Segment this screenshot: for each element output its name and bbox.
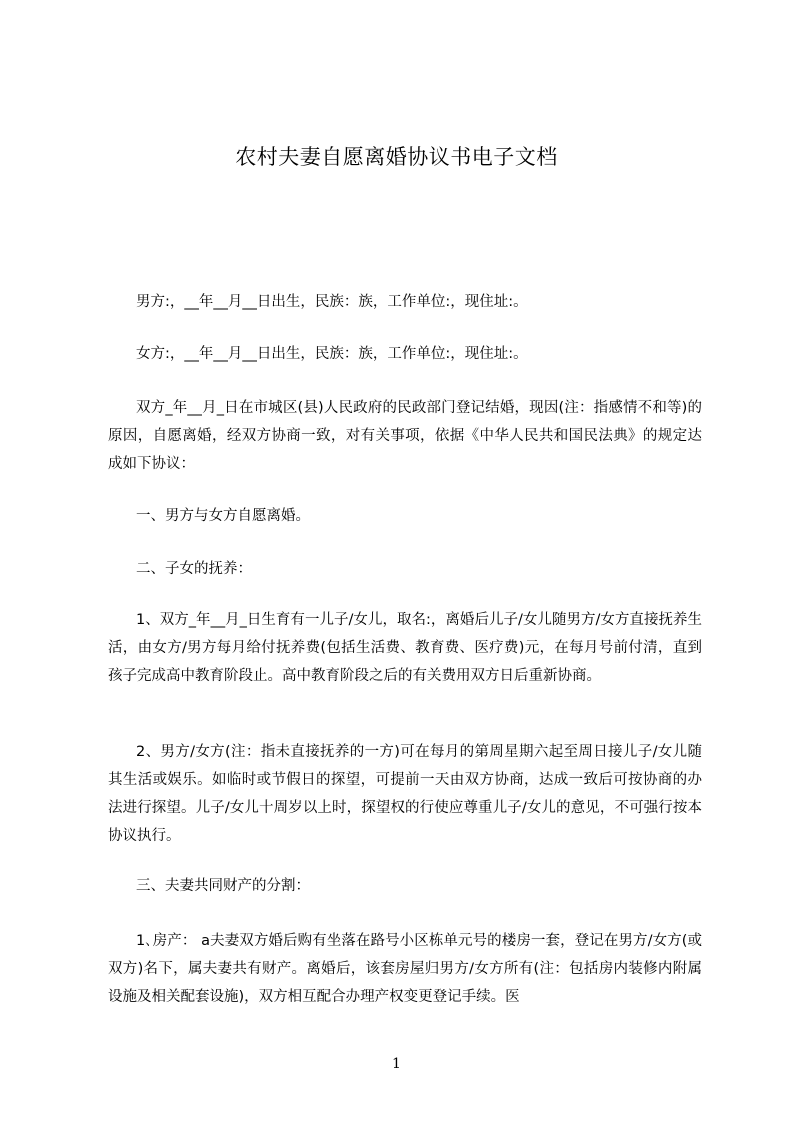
section-heading-property: 三、夫妻共同财产的分割：	[136, 878, 310, 894]
paragraph-property-house: 1､房产： a夫妻双方婚后购有坐落在路号小区栋单元号的楼房一套，登记在男方/女方(或双方)名下，属夫妻共有财产。离婚后，该套房屋归男方/女方所有(注：包括房内装修内附属设施及相关配套设施)，双方相互配合办理产权变更登记手续。医	[108, 933, 702, 1005]
page-number: 1	[392, 1056, 401, 1072]
document-title: 农村夫妻自愿离婚协议书电子文档	[235, 145, 558, 169]
paragraph-husband-info: 男方:，__年__月__日出生，民族：族，工作单位:，现住址:。	[136, 294, 528, 310]
paragraph-child-custody-2: 2、男方/女方(注：指未直接抚养的一方)可在每月的第周星期六起至周日接儿子/女儿随其生活或娱乐。如临时或节假日的探望，可提前一天由双方协商，达成一致后可按协商的办法进行探望。儿子/女儿十周岁以上时，探望权的行使应尊重儿子/女儿的意见，不可强行按本协议执行。	[108, 744, 702, 844]
paragraph-wife-info: 女方:，__年__月__日出生，民族：族，工作单位:，现住址:。	[136, 346, 528, 362]
paragraph-child-custody-1: 1、双方_年__月_日生育有一儿子/女儿，取名:，离婚后儿子/女儿随男方/女方直接抚养生活，由女方/男方每月给付抚养费(包括生活费、教育费、医疗费)元，在每月号前付清，直到孩子完成高中教育阶段止。高中教育阶段之后的有关费用双方日后重新协商。	[108, 612, 702, 684]
paragraph-preamble: 双方_年__月_日在市城区(县)人民政府的民政部门登记结婚，现因(注：指感情不和等)的原因，自愿离婚，经双方协商一致，对有关事项，依据《中华人民共和国民法典》的规定达成如下协议：	[108, 400, 702, 472]
section-heading-divorce: 一、男方与女方自愿离婚。	[136, 508, 310, 524]
section-heading-child-custody: 二、子女的抚养：	[136, 561, 252, 577]
